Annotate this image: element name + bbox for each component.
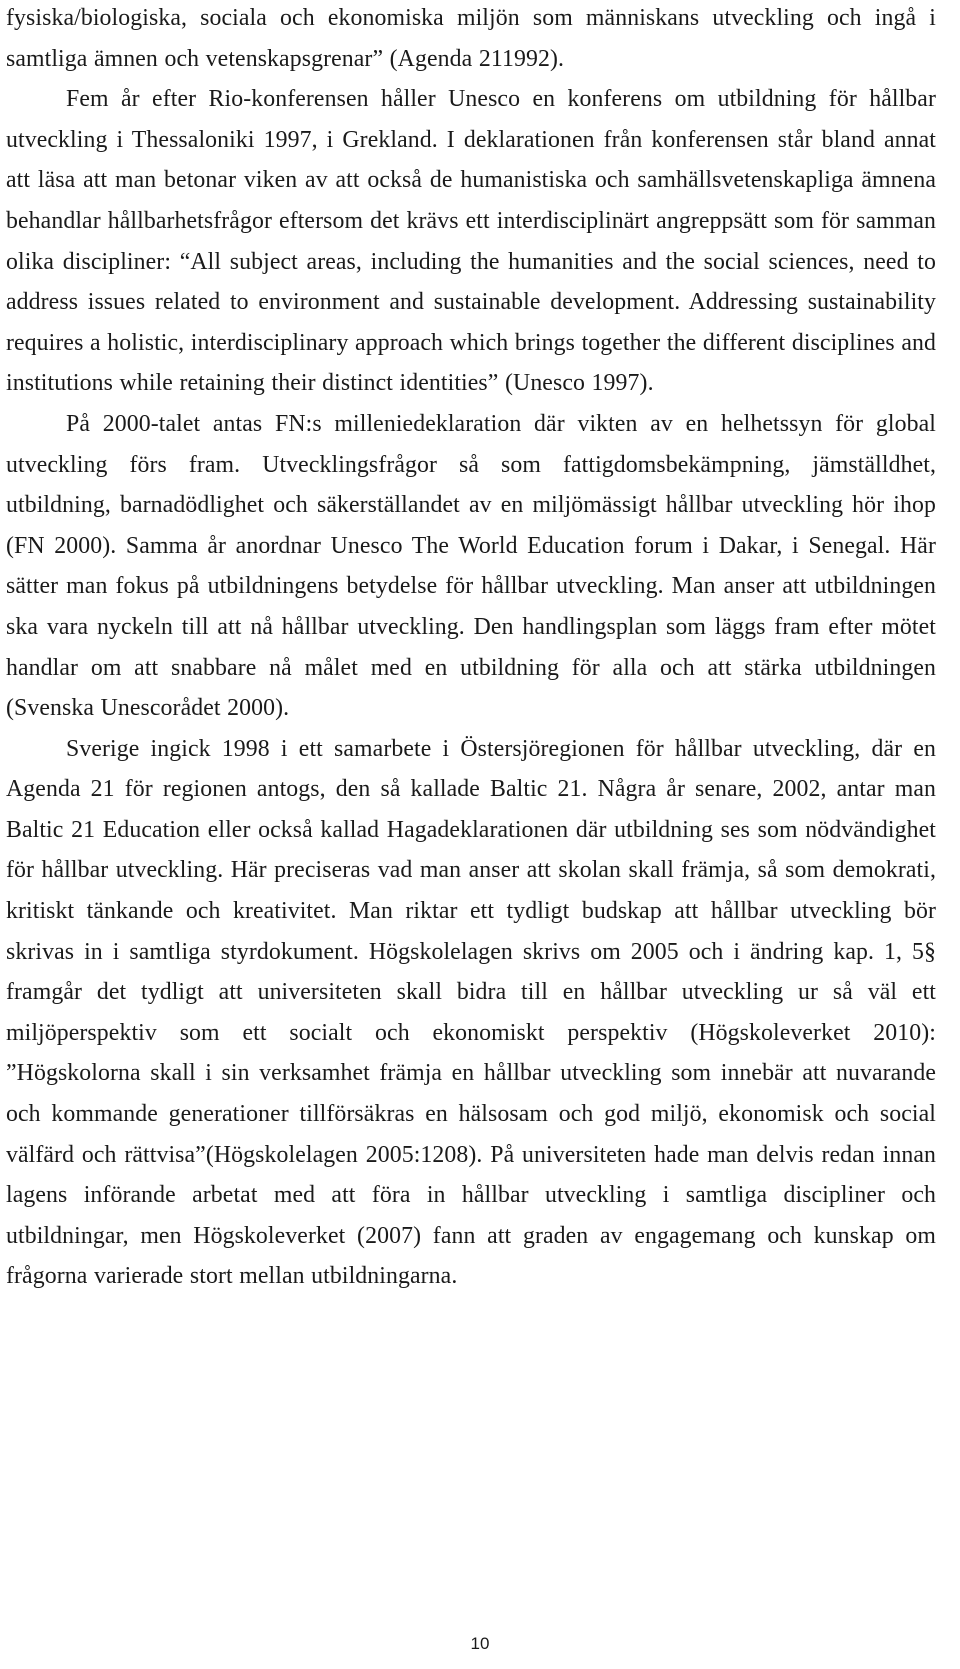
paragraph-baltic21: Sverige ingick 1998 i ett samarbete i Östersjöregionen för hållbar utveckling, där en Agenda 21 för regionen antogs, den så kallade Baltic 21. Några år senare, 2002, antar man Baltic 21 Education eller också kallad Hagadeklarationen där utbildning ses som nödvändighet för hållbar utveckling. Här preciseras vad man anser att skolan skall främja, så som demokrati, kritiskt tänkande och kreativitet. Man riktar ett tydligt budskap att hållbar utveckling bör skrivas in i samtliga styrdokument. Högskolelagen skrivs om 2005 och i ändring kap. 1, 5§ framgår det tydligt att universiteten skall bidra till en hållbar utveckling ur så väl ett miljöperspektiv som ett socialt och ekonomiskt perspektiv (Högskoleverket 2010): ”Högskolorna skall i sin verksamhet främja en hållbar utveckling som innebär att nuvarande och kommande generationer tillförsäkras en hälsosam och god miljö, ekonomisk och social välfärd och rättvisa”(Högskolelagen 2005:1208). På universiteten hade man delvis redan innan lagens införande arbetat med att föra in hållbar utveckling i samtliga discipliner och utbildningar, men Högskoleverket (2007) fann att graden av engagemang och kunskap om frågorna varierade stort mellan utbildningarna.: [6, 735, 936, 1290]
body-text: [6, 0, 936, 1297]
paragraph-millennium: På 2000-talet antas FN:s milleniedeklaration där vikten av en helhetssyn för global utveckling förs fram. Utvecklingsfrågor så som fattigdomsbekämpning, jämställdhet, utbildning, barnadödlighet och säkerställandet av en miljömässigt hållbar utveckling hör ihop (FN 2000). Samma år anordnar Unesco The World Education forum i Dakar, i Senegal. Här sätter man fokus på utbildningens betydelse för hållbar utveckling. Man anser att utbildningen ska vara nyckeln till att nå hållbar utveckling. Den handlingsplan som läggs fram efter mötet handlar om att snabbare nå målet med en utbildning för alla och att stärka utbildningen (Svenska Unescorådet 2000).: [6, 410, 936, 722]
paragraph-agenda-quote-end: fysiska/biologiska, sociala och ekonomiska miljön som människans utveckling och ingå i samtliga ämnen och vetenskapsgrenar” (Agenda 211992).: [6, 5, 936, 72]
page-number: 10: [470, 1634, 490, 1653]
paragraph-thessaloniki: Fem år efter Rio-konferensen håller Unesco en konferens om utbildning för hållbar utveckling i Thessaloniki 1997, i Grekland. I deklarationen från konferensen står bland annat att läsa att man betonar viken av att också de humanistiska och samhällsvetenskapliga ämnena behandlar hållbarhetsfrågor eftersom det krävs ett interdisciplinärt angreppsätt som för samman olika discipliner: “All subject areas, including the humanities and the social sciences, need to address issues related to environment and sustainable development. Addressing sustainability requires a holistic, interdisciplinary approach which brings together the different disciplines and institutions while retaining their distinct identities” (Unesco 1997).: [6, 86, 936, 397]
